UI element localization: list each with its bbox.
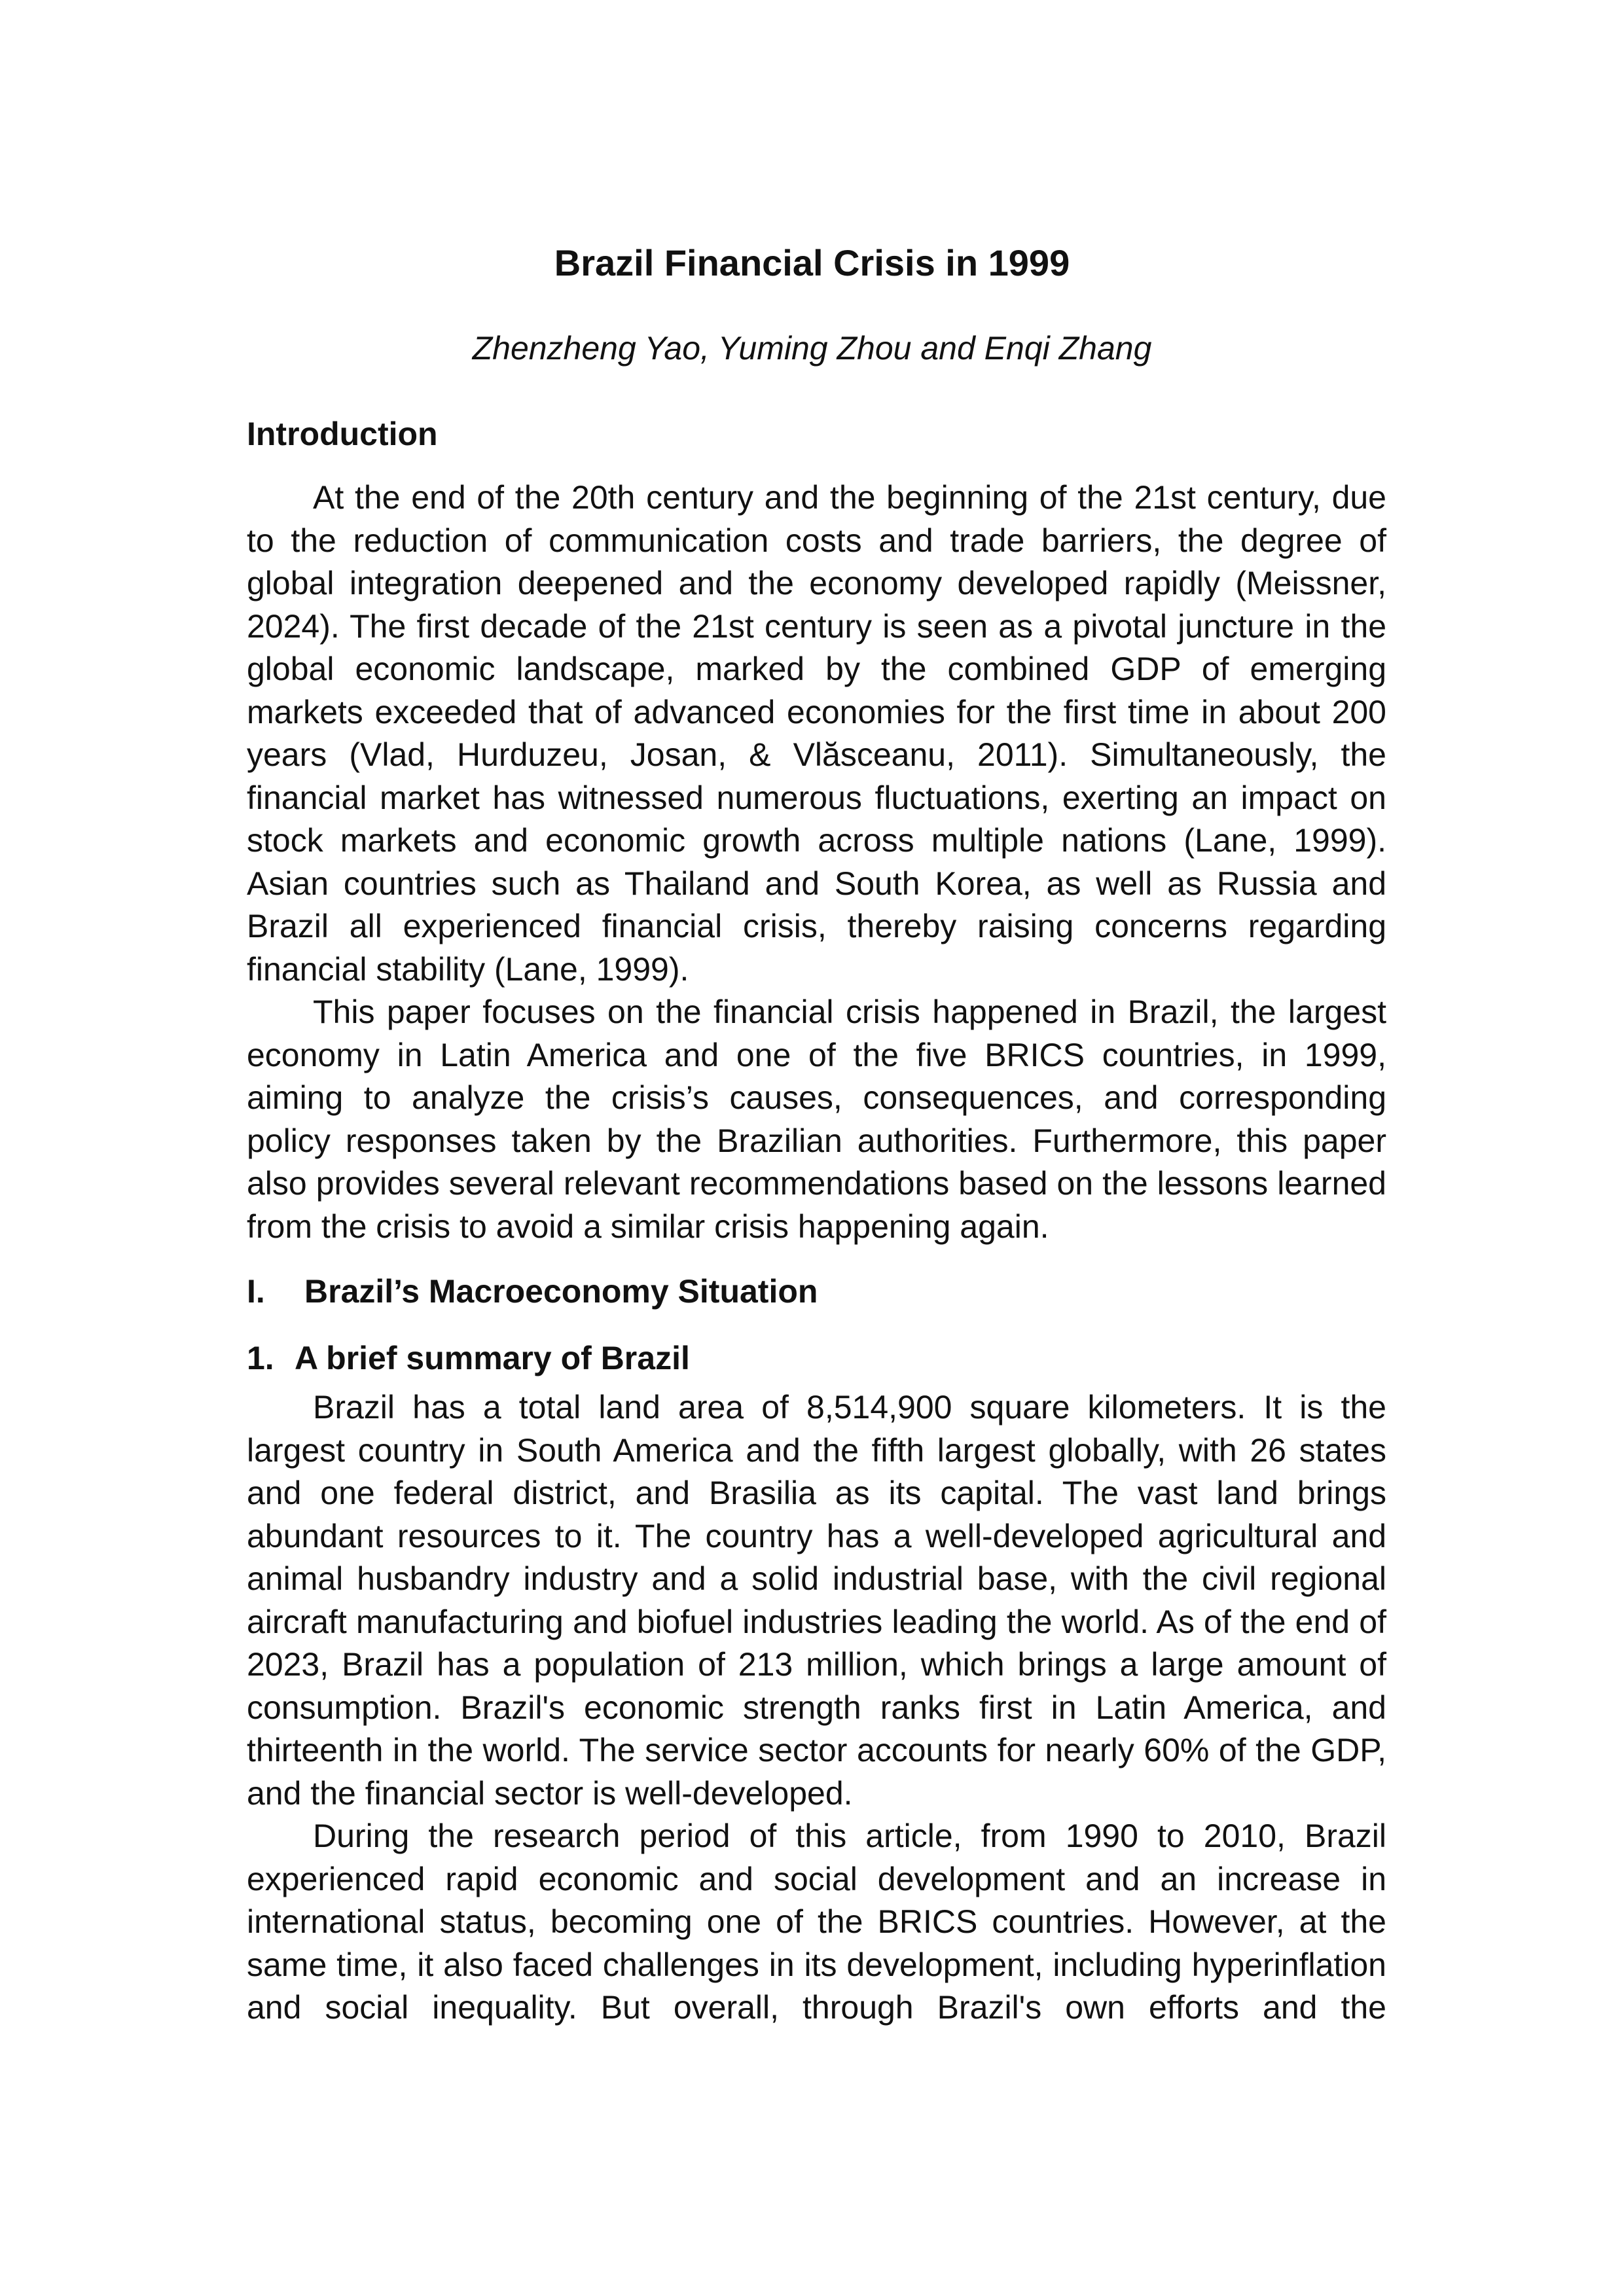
- paper-title: Brazil Financial Crisis in 1999: [554, 242, 1070, 283]
- paper-authors: Zhenzheng Yao, Yuming Zhou and Enqi Zhang: [472, 330, 1152, 367]
- section-title: Brazil’s Macroeconomy Situation: [304, 1273, 818, 1310]
- introduction-paragraph-1: [247, 476, 1386, 991]
- subsection-paragraph-1: [247, 1386, 1386, 1815]
- section-1-heading: [247, 1268, 1386, 1314]
- subsection-number: 1.: [247, 1340, 274, 1376]
- paragraph-text: During the research period of this article, from 1990 to 2010, Brazil experienced rapid economic and social development and an increase in international status, becoming one of the BRICS countries. However, at the same time, it also faced challenges in its development, including hyperinflation and social inequality. But overall, through Brazil's own efforts and the: [247, 1818, 1386, 2026]
- paragraph-text: Brazil has a total land area of 8,514,900 square kilometers. It is the largest country in South America and the fifth largest globally, with 26 states and one federal district, and Brasilia as its capital. The vast land brings abundant resources to it. The country has a well-developed agricultural and animal husbandry industry and a solid industrial base, with the civil regional aircraft manufacturing and biofuel industries leading the world. As of the end of 2023, Brazil has a population of 213 million, which brings a large amount of consumption. Brazil's economic strength ranks first in Latin America, and thirteenth in the world. The service sector accounts for nearly 60% of the GDP, and the financial sector is well-developed.: [247, 1389, 1386, 1812]
- introduction-heading: Introduction: [247, 416, 438, 452]
- subsection-1-heading: [247, 1335, 1386, 1381]
- subsection-title: A brief summary of Brazil: [295, 1340, 690, 1376]
- paragraph-text: This paper focuses on the financial crisis happened in Brazil, the largest economy in Latin America and one of the five BRICS countries, in 1999, aiming to analyze the crisis’s causes, consequences, and corresponding policy responses taken by the Brazilian authorities. Furthermore, this paper also provides several relevant recommendations based on the lessons learned from the crisis to avoid a similar crisis happening again.: [247, 994, 1386, 1245]
- section-number: I.: [247, 1273, 265, 1310]
- subsection-paragraph-2: [247, 1815, 1386, 2030]
- paragraph-text: At the end of the 20th century and the beginning of the 21st century, due to the reduction of communication costs and trade barriers, the degree of global integration deepened and the economy developed rapidly (Meissner, 2024). The first decade of the 21st century is seen as a pivotal juncture in the global economic landscape, marked by the combined GDP of emerging markets exceeded that of advanced economies for the first time in about 200 years (Vlad, Hurduzeu, Josan, & Vlăsceanu, 2011). Simultaneously, the financial market has witnessed numerous fluctuations, exerting an impact on stock markets and economic growth across multiple nations (Lane, 1999). Asian countries such as Thailand and South Korea, as well as Russia and Brazil all experienced financial crisis, thereby raising concerns regarding financial stability (Lane, 1999).: [247, 479, 1386, 988]
- introduction-paragraph-2: [247, 991, 1386, 1248]
